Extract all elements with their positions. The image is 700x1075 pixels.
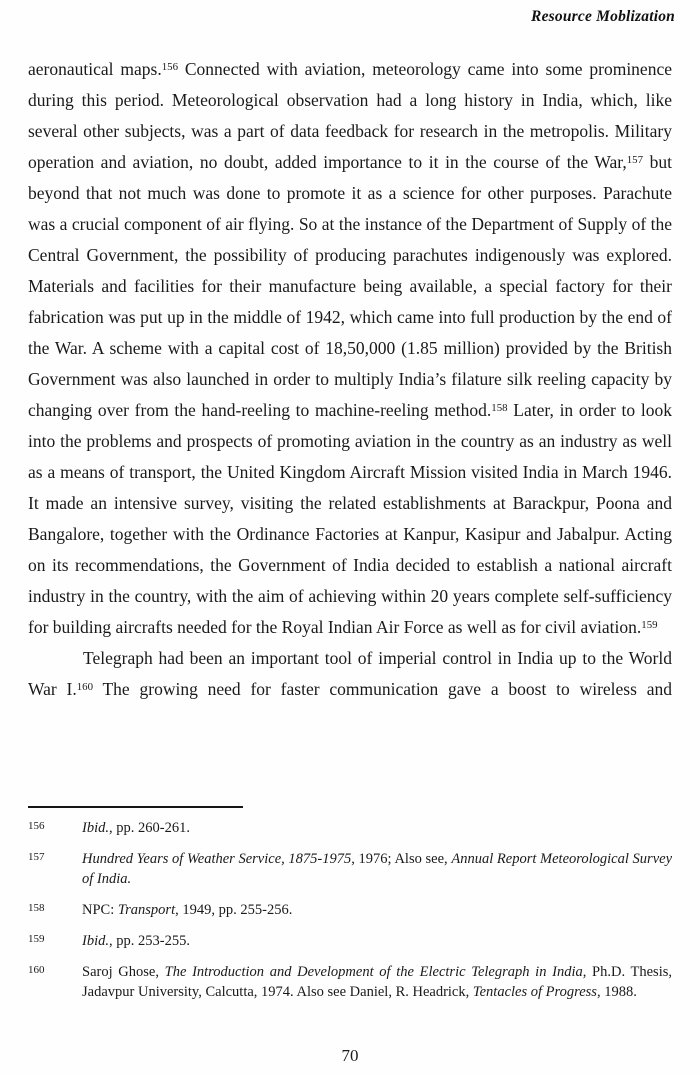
footnote	[28, 849, 672, 889]
page-number: 70	[341, 1046, 359, 1065]
footnote-text	[82, 849, 672, 889]
text-run: , 1949, pp. 255-256.	[175, 902, 293, 918]
footnote	[28, 900, 672, 920]
text-run: , 1976; Also see,	[351, 851, 452, 867]
footnote-number: 160	[28, 964, 45, 976]
footnote-text	[82, 962, 672, 1002]
running-header: Resource Moblization	[531, 8, 675, 25]
text-run: , 1988.	[596, 984, 637, 1000]
text-run: Transport	[117, 902, 176, 918]
text-run: , Ph.D. Thesis, Jadavpur University, Calcutta, 1974. Also see Daniel, R. Headrick,	[82, 964, 672, 1000]
text-run: The growing need for faster communication gave a boost to wireless and	[93, 679, 672, 699]
footnote-number: 158	[28, 902, 45, 914]
paragraph	[28, 643, 672, 705]
text-run: but beyond that not much was done to promote it as a science for other purposes. Parachute was a crucial component of air flying. So at the instance of the Department of Supply of the Central Government, the possibility of producing parachutes indigenously was explored. Materials and facilities for their manufacture being available, a special factory for their fabrication was put up in the middle of 1942, which came into full production by the end of the War. A scheme with a capital cost of 18,50,000 (1.85 million) provided by the British Government was also launched in order to multiply India’s filature silk reeling capacity by changing over from the hand-reeling to machine-reeling method.	[28, 152, 672, 420]
body-text	[28, 0, 672, 705]
text-run: Ibid.	[82, 933, 109, 949]
footnote-number: 159	[28, 933, 45, 945]
text-run: , pp. 253-255.	[108, 933, 190, 949]
text-run: Hundred Years of Weather Service, 1875-1975	[82, 851, 352, 867]
footnote-list	[28, 818, 672, 1002]
text-run: Telegraph had been an important tool of imperial control in India up to the World War I.	[28, 648, 672, 699]
footnote-text	[82, 818, 672, 838]
text-run: NPC:	[82, 902, 118, 918]
footnote-ref: 159	[641, 618, 658, 631]
footnote-ref: 160	[76, 680, 93, 693]
text-run: aeronautical maps.	[28, 59, 162, 79]
footnote-number: 156	[28, 820, 45, 832]
footnote-text	[82, 931, 672, 951]
footnote	[28, 818, 672, 838]
text-run: Tentacles of Progress	[472, 984, 597, 1000]
footnote-number: 157	[28, 851, 45, 863]
text-run: Later, in order to look into the problems and prospects of promoting aviation in the country as an industry as well as a means of transport, the United Kingdom Aircraft Mission visited India in March 1946. It made an intensive survey, visiting the related establishments at Barackpur, Poona and Bangalore, together with the Ordinance Factories at Kanpur, Kasipur and Jabalpur. Acting on its recommendations, the Government of India decided to establish a national aircraft industry in the country, with the aim of achieving within 20 years complete self-sufficiency for building aircrafts needed for the Royal Indian Air Force as well as for civil aviation.	[28, 400, 672, 637]
footnote-ref: 156	[161, 60, 178, 73]
text-run: Saroj Ghose,	[82, 964, 165, 980]
footnote	[28, 931, 672, 951]
text-run: The Introduction and Development of the Electric Telegraph in India	[164, 964, 583, 980]
text-run: Connected with aviation, meteorology came into some prominence during this period. Meteorological observation had a long history in India, which, like several other subjects, was a part of data feedback for research in the metropolis. Military operation and aviation, no doubt, added importance to it in the course of the War,	[28, 59, 672, 172]
paragraph	[28, 54, 672, 643]
footnotes-section	[28, 806, 672, 1013]
footnote-separator	[28, 806, 243, 808]
footnote	[28, 962, 672, 1002]
footnote-ref: 157	[626, 153, 644, 166]
footnote-text	[82, 900, 672, 920]
text-run: , pp. 260-261.	[108, 820, 190, 836]
text-run: Ibid.	[82, 820, 109, 836]
footnote-ref: 158	[491, 401, 508, 414]
text-run: Annual Report Meteorological Survey of India.	[82, 851, 673, 887]
